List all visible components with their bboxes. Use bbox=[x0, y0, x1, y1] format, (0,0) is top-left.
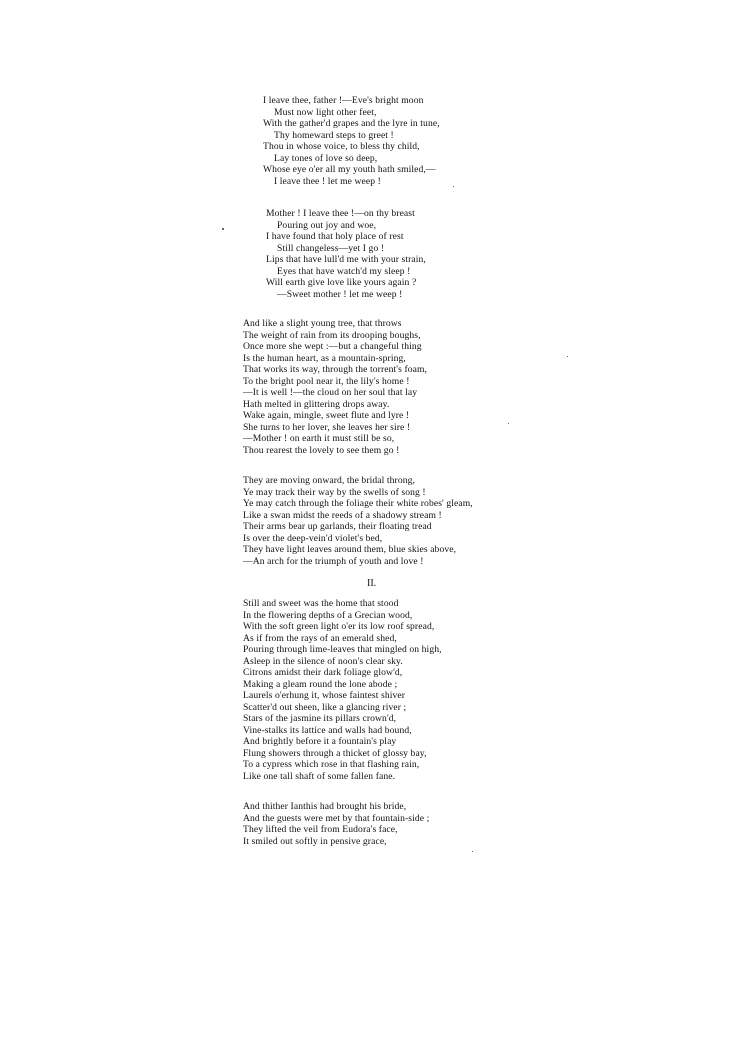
poem-line: Ye may track their way by the swells of song ! bbox=[243, 486, 426, 498]
poem-line: Eyes that have watch'd my sleep ! bbox=[277, 265, 411, 277]
poem-line: Stars of the jasmine its pillars crown'd, bbox=[243, 713, 397, 724]
poem-line: In the flowering depths of a Grecian wood, bbox=[243, 609, 413, 621]
poem-line: Like one tall shaft of some fallen fane. bbox=[243, 770, 396, 782]
stanza-4 bbox=[243, 475, 473, 567]
scan-speck bbox=[453, 186, 454, 187]
poem-line: And thither Ianthis had brought his bride, bbox=[243, 801, 407, 812]
stanza-5 bbox=[243, 598, 442, 782]
poem-line: —Sweet mother ! let me weep ! bbox=[277, 288, 403, 300]
poem-line: Ye may catch through the foliage their white robes' gleam, bbox=[243, 498, 473, 509]
poem-line: Once more she wept :—but a changeful thing bbox=[243, 341, 422, 352]
poem-line: Asleep in the silence of noon's clear sky. bbox=[243, 655, 403, 667]
poem-line: I leave thee ! let me weep ! bbox=[274, 175, 381, 187]
poem-line: That works its way, through the torrent's foam, bbox=[243, 364, 428, 375]
poem-line: —Mother ! on earth it must still be so, bbox=[243, 433, 395, 444]
poem-line: I leave thee, father !—Eve's bright moon bbox=[263, 95, 424, 106]
scan-speck bbox=[222, 228, 224, 230]
poem-line: —It is well !—the cloud on her soul that lay bbox=[243, 387, 418, 398]
poem-line: Mother ! I leave thee !—on thy breast bbox=[266, 208, 415, 219]
poem-line: Must now light other feet, bbox=[274, 106, 377, 118]
poem-line: The weight of rain from its drooping boughs, bbox=[243, 329, 421, 341]
poem-line: With the soft green light o'er its low roof spread, bbox=[243, 621, 435, 632]
poem-line: Lay tones of love so deep, bbox=[274, 152, 378, 164]
poem-line: To a cypress which rose in that flashing rain, bbox=[243, 759, 420, 770]
poem-line: As if from the rays of an emerald shed, bbox=[243, 632, 397, 644]
poem-line: Wake again, mingle, sweet flute and lyre ! bbox=[243, 410, 410, 421]
poem-line: And the guests were met by that fountain-side ; bbox=[243, 812, 430, 824]
stanza-3 bbox=[243, 318, 427, 456]
poem-line: Hath melted in glittering drops away. bbox=[243, 398, 390, 410]
poem-line: I have found that holy place of rest bbox=[266, 231, 404, 242]
poem-line: —An arch for the triumph of youth and love ! bbox=[243, 555, 424, 567]
poem-line: To the bright pool near it, the lily's home ! bbox=[243, 375, 410, 387]
poem-line: Will earth give love like yours again ? bbox=[266, 277, 417, 288]
poem-line: Still and sweet was the home that stood bbox=[243, 598, 399, 609]
poem-line: And like a slight young tree, that throws bbox=[243, 318, 402, 329]
poem-line: Laurels o'erhung it, whose faintest shiver bbox=[243, 690, 406, 701]
poem-line: Pouring out joy and woe, bbox=[277, 219, 377, 231]
poem-line: It smiled out softly in pensive grace, bbox=[243, 835, 387, 847]
poem-line: Scatter'd out sheen, like a glancing river ; bbox=[243, 701, 407, 713]
poem-line: Citrons amidst their dark foliage glow'd, bbox=[243, 667, 403, 678]
poem-line: She turns to her lover, she leaves her sire ! bbox=[243, 421, 411, 433]
section-number: II. bbox=[367, 578, 377, 589]
poem-line: Making a gleam round the lone abode ; bbox=[243, 678, 398, 690]
poem-line: Thy homeward steps to greet ! bbox=[274, 129, 394, 141]
scan-speck bbox=[508, 423, 509, 424]
poem-line: Like a swan midst the reeds of a shadowy stream ! bbox=[243, 509, 442, 521]
poem-line: Is over the deep-vein'd violet's bed, bbox=[243, 532, 383, 544]
scan-speck bbox=[567, 356, 568, 357]
poem-line: Their arms bear up garlands, their floating tread bbox=[243, 521, 432, 532]
scan-speck bbox=[472, 851, 473, 852]
poem-line: Vine-stalks its lattice and walls had bound, bbox=[243, 724, 412, 736]
poem-line: Pouring through lime-leaves that mingled on high, bbox=[243, 644, 442, 655]
poem-line: With the gather'd grapes and the lyre in tune, bbox=[263, 118, 440, 129]
poem-line: Thou rearest the lovely to see them go ! bbox=[243, 444, 400, 456]
poem-line: And brightly before it a fountain's play bbox=[243, 736, 397, 747]
poem-line: Whose eye o'er all my youth hath smiled,— bbox=[263, 164, 436, 175]
poem-line: Still changeless—yet I go ! bbox=[277, 242, 385, 254]
stanza-1 bbox=[263, 95, 440, 187]
stanza-6 bbox=[243, 801, 429, 847]
poem-line: They lifted the veil from Eudora's face, bbox=[243, 824, 398, 835]
poem-line: Flung showers through a thicket of glossy bay, bbox=[243, 747, 427, 759]
poem-line: Thou in whose voice, to bless thy child, bbox=[263, 141, 420, 152]
stanza-2 bbox=[266, 208, 426, 300]
poem-line: They are moving onward, the bridal throng, bbox=[243, 475, 416, 486]
poem-line: Is the human heart, as a mountain-spring, bbox=[243, 352, 406, 364]
poem-line: Lips that have lull'd me with your strain, bbox=[266, 254, 426, 265]
poem-line: They have light leaves around them, blue skies above, bbox=[243, 544, 457, 555]
